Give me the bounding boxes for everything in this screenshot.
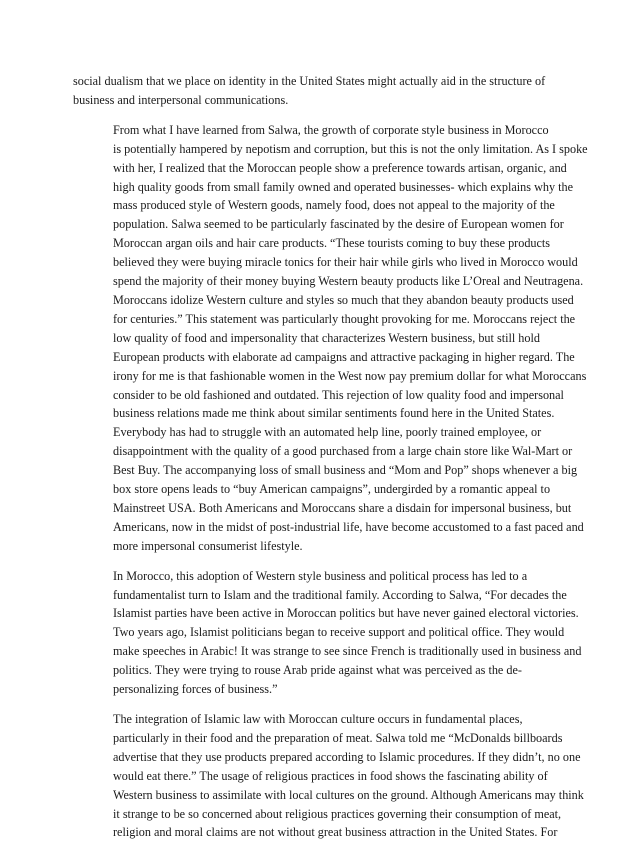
text-line: spend the majority of their money buying Western beauty products like L’Oreal and Neutragena. <box>113 274 584 289</box>
text-line: personalizing forces of business.” <box>113 682 278 697</box>
text-line: make speeches in Arabic! It was strange to see since French is traditionally used in business and <box>113 644 582 659</box>
text-line: Mainstreet USA. Both Americans and Moroccans share a disdain for impersonal business, but <box>113 500 572 515</box>
text-line: more impersonal consumerist lifestyle. <box>113 538 303 553</box>
text-line: Two years ago, Islamist politicians began to receive support and political office. They would <box>113 625 565 640</box>
document-body <box>73 72 588 853</box>
text-line: irony for me is that fashionable women in the West now pay premium dollar for what Moroccans <box>113 368 587 383</box>
paragraph-1 <box>73 72 573 110</box>
text-line: high quality goods from small family owned and operated businesses- which explains why the <box>113 179 573 194</box>
text-line: In Morocco, this adoption of Western style business and political process has led to a <box>113 568 528 583</box>
paragraph-3 <box>73 567 582 699</box>
text-line: it strange to be so concerned about religious practices governing their consumption of meat, <box>113 806 562 821</box>
text-line: Islamist parties have been active in Moroccan politics but have never gained electoral victories. <box>113 606 579 621</box>
paragraph-4 <box>73 710 584 842</box>
text-line: European products with elaborate ad campaigns and attractive packaging in higher regard. The <box>113 349 575 364</box>
text-line: box store opens leads to “buy American campaigns”, undergirded by a romantic appeal to <box>113 482 551 497</box>
text-line: low quality of food and impersonality that characterizes Western business, but still hold <box>113 330 540 345</box>
text-line: Everybody has had to struggle with an automated help line, poorly trained employee, or <box>113 425 542 440</box>
text-line: politics. They were trying to rouse Arab pride against what was perceived as the de- <box>113 663 522 678</box>
text-line: Western business to assimilate with local cultures on the ground. Although Americans may think <box>113 787 584 802</box>
text-line: is potentially hampered by nepotism and corruption, but this is not the only limitation. As I spoke <box>113 141 588 156</box>
text-line: mass produced style of Western goods, namely food, does not appeal to the majority of the <box>113 198 555 213</box>
text-line: particularly in their food and the preparation of meat. Salwa told me “McDonalds billboards <box>113 730 563 745</box>
text-line: religion and moral claims are not without great business attraction in the United States. For <box>113 825 558 840</box>
text-line: The integration of Islamic law with Moroccan culture occurs in fundamental places, <box>113 712 523 726</box>
text-line: Americans, now in the midst of post-industrial life, have become accustomed to a fast paced and <box>113 519 584 534</box>
text-line: business relations made me think about similar sentiments found here in the United States. <box>113 406 555 421</box>
text-line: consider to be old fashioned and outdated. This rejection of low quality food and impersonal <box>113 387 564 402</box>
text-line: Moroccans idolize Western culture and styles so much that they abandon beauty products used <box>113 292 574 307</box>
text-line: disappointment with the quality of a good purchased from a large chain store like Wal-Mart or <box>113 444 573 459</box>
text-line: social dualism that we place on identity in the United States might actually aid in the structure of <box>73 74 546 88</box>
text-line: advertise that they use products prepared according to Islamic procedures. If they didn’t, no one <box>113 749 581 764</box>
text-line: business and interpersonal communications. <box>73 92 289 107</box>
text-line: for centuries.” This statement was particularly thought provoking for me. Moroccans reject the <box>113 311 576 326</box>
text-line: believed they were buying miracle tonics for their hair while girls who lived in Morocco would <box>113 255 578 270</box>
text-line: would eat there.” The usage of religious practices in food shows the fascinating ability of <box>113 768 548 783</box>
text-line: From what I have learned from Salwa, the growth of corporate style business in Morocco <box>113 122 549 137</box>
text-line: Moroccan argan oils and hair care products. “These tourists coming to buy these products <box>113 236 551 251</box>
paragraph-2 <box>73 121 588 556</box>
text-line: with her, I realized that the Moroccan people show a preference towards artisan, organic, and <box>113 160 567 175</box>
text-line: fundamentalist turn to Islam and the traditional family. According to Salwa, “For decades the <box>113 587 567 602</box>
text-line: Best Buy. The accompanying loss of small business and “Mom and Pop” shops whenever a big <box>113 463 578 478</box>
text-line: population. Salwa seemed to be particularly fascinated by the desire of European women for <box>113 217 564 232</box>
